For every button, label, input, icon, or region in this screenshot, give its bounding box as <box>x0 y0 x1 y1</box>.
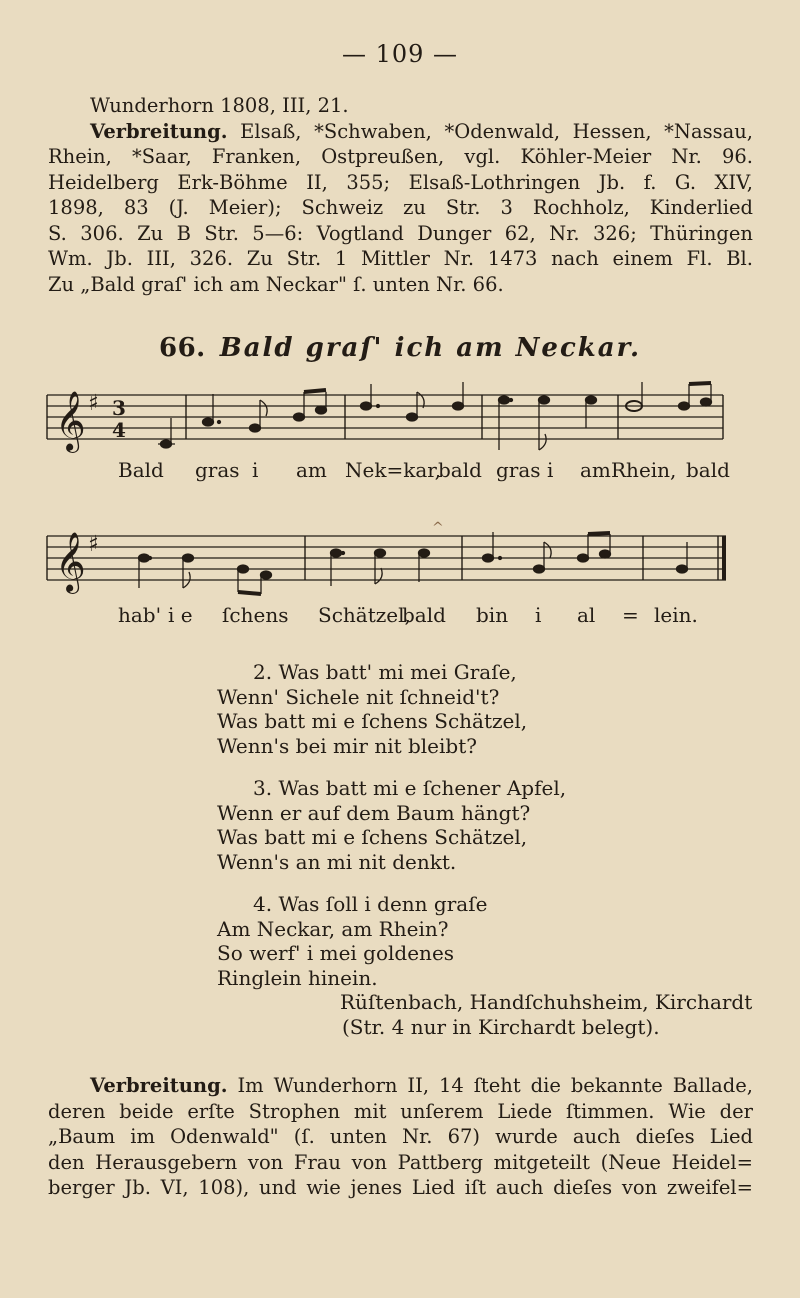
note <box>203 418 214 426</box>
outro-line-5: berger Jb. VI, 108), und wie jenes Lied iſt auch dieſes von zweifel= <box>48 1176 753 1199</box>
lyric: gras <box>496 458 541 482</box>
note <box>600 550 611 558</box>
song-title-text: Bald graſ' ich am Neckar. <box>219 333 642 363</box>
note <box>331 549 342 557</box>
lyric: lein. <box>654 603 698 627</box>
note <box>499 396 510 404</box>
lyric: i <box>535 603 542 627</box>
source-line-1: Rüſtenbach, Handſchuhsheim, Kirchardt <box>340 990 753 1014</box>
treble-clef-icon: 𝄞 <box>55 532 86 592</box>
note <box>250 424 261 432</box>
lyric: i e <box>168 603 193 627</box>
verse-line: Wenn er auf dem Baum hängt? <box>217 800 531 825</box>
lyric: = <box>622 603 639 627</box>
lyric: bald <box>402 603 446 627</box>
lyric: am <box>296 458 327 482</box>
lyric: gras <box>195 458 240 482</box>
notes-2 <box>139 532 688 594</box>
lyric: bald <box>438 458 482 482</box>
outro-line-3: „Baum im Odenwald" (ſ. unten Nr. 67) wurde auch dieſes Lied <box>48 1125 753 1148</box>
lyric: i <box>547 458 554 482</box>
verse-line: Was batt mi e ſchens Schätzel, <box>217 825 528 849</box>
outro-block <box>48 1073 753 1201</box>
note <box>238 565 249 573</box>
note <box>586 396 597 404</box>
lyric: i <box>252 458 259 482</box>
note <box>316 406 327 414</box>
outro-line-2: deren beide erſte Strophen mit unſerem Liede ſtimmen. Wie der <box>48 1099 753 1123</box>
note <box>539 396 550 404</box>
verse-line: Ringlein hinein. <box>217 965 378 990</box>
intro-block <box>48 93 753 297</box>
note <box>453 402 464 410</box>
note <box>183 554 194 562</box>
verse-4 <box>217 892 487 990</box>
verse-line: 2. Was batt' mi mei Graſe, <box>253 660 517 684</box>
page-number: — 109 — <box>341 40 459 68</box>
note <box>679 402 690 410</box>
lyric: bald <box>686 458 730 482</box>
spread-text-1: Elsaß, *Schwaben, *Odenwald, Hessen, *Nassau, <box>240 119 753 143</box>
verse-line: So werf' i mei goldenes <box>217 941 455 965</box>
song-number: 66. <box>158 333 206 363</box>
music-staff-2 <box>0 518 800 598</box>
verse-line: Wenn's bei mir nit bleibt? <box>217 733 477 758</box>
lyrics-line-1 <box>0 458 800 488</box>
note <box>419 549 430 557</box>
lyric: hab' <box>118 603 162 627</box>
verse-line: 3. Was batt mi e ſchener Apfel, <box>253 776 567 800</box>
music-staff-1 <box>0 380 800 460</box>
lyric: Schätzel, <box>318 603 411 627</box>
intro-spread-line-7: Zu „Bald graſ' ich am Neckar" ſ. unten Nr. 66. <box>48 272 504 296</box>
intro-spread-line-6: Wm. Jb. III, 326. Zu Str. 1 Mittler Nr. 1473 nach einem Fl. Bl. <box>48 247 753 270</box>
verse-2 <box>217 660 527 758</box>
note <box>375 549 386 557</box>
verse-line: Wenn's an mi nit denkt. <box>217 849 457 874</box>
verse-line: Am Neckar, am Rhein? <box>217 916 449 941</box>
fermata-icon: ^ <box>432 520 444 536</box>
verse-line: Wenn' Sichele nit ſchneid't? <box>217 684 500 709</box>
notes-1 <box>158 382 712 450</box>
intro-spread-line-2: Rhein, *Saar, Franken, Ostpreußen, vgl. Köhler-Meier Nr. 96. <box>48 145 753 168</box>
sharp-icon: ♯ <box>88 532 99 557</box>
lyric: Nek=kar, <box>345 458 441 482</box>
intro-spread-line-5: S. 306. Zu B Str. 5—6: Vogtland Dunger 62, Nr. 326; Thüringen <box>48 221 753 245</box>
verse-3 <box>217 776 566 874</box>
intro-spread-line-3: Heidelberg Erk-Böhme II, 355; Elsaß-Lothringen Jb. f. G. XIV, <box>48 170 753 194</box>
note <box>677 565 688 573</box>
lyric: Rhein, <box>611 458 677 482</box>
note <box>578 554 589 562</box>
note <box>701 398 712 406</box>
outro-label: Verbreitung. <box>90 1074 228 1097</box>
time-sig-top: 3 <box>112 396 126 420</box>
treble-clef-icon: 𝄞 <box>55 391 86 451</box>
note <box>483 554 494 562</box>
source-line-2: (Str. 4 nur in Kirchardt belegt). <box>342 1015 660 1039</box>
note <box>294 413 305 421</box>
outro-text-1: Im Wunderhorn II, 14 ſteht die bekannte Ballade, <box>237 1074 753 1097</box>
lyric: am <box>580 458 611 482</box>
note <box>361 402 372 410</box>
note <box>261 571 272 579</box>
time-sig-bottom: 4 <box>112 418 126 442</box>
lyrics-line-2 <box>0 603 800 633</box>
source-note <box>340 990 752 1040</box>
lyric: al <box>577 603 596 627</box>
note <box>534 565 545 573</box>
spread-label: Verbreitung. <box>90 119 228 143</box>
intro-spread-line-1 <box>48 119 753 145</box>
lyric: ſchens <box>222 603 289 627</box>
outro-line-1 <box>48 1073 753 1099</box>
verse-line: 4. Was ſoll i denn graſe <box>253 892 488 916</box>
intro-spread-line-4: 1898, 83 (J. Meier); Schweiz zu Str. 3 Rochholz, Kinderlied <box>48 196 753 219</box>
lyric: bin <box>476 603 509 627</box>
sharp-icon: ♯ <box>88 391 99 416</box>
lyric: Bald <box>118 458 164 482</box>
song-title <box>0 333 800 363</box>
verse-line: Was batt mi e ſchens Schätzel, <box>217 709 528 733</box>
note <box>407 413 418 421</box>
staff-lines-1 <box>47 395 723 439</box>
intro-source-line: Wunderhorn 1808, III, 21. <box>90 94 349 117</box>
outro-line-4: den Herausgebern von Frau von Pattberg mitgeteilt (Neue Heidel= <box>48 1150 753 1174</box>
